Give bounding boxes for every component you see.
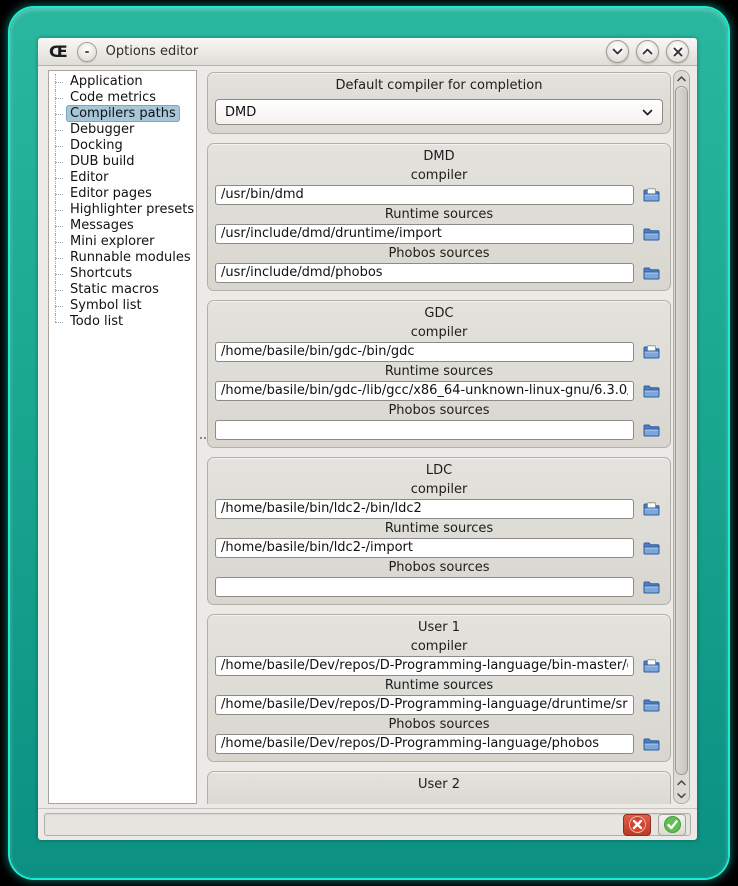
sidebar-item-editor[interactable]: Editor xyxy=(49,170,196,186)
path-input[interactable] xyxy=(215,734,634,754)
group-body xyxy=(215,324,663,440)
path-input[interactable] xyxy=(215,577,634,597)
field-label: Runtime sources xyxy=(384,678,494,693)
sidebar-item-messages[interactable]: Messages xyxy=(49,218,196,234)
compiler-group-gdc xyxy=(207,300,671,448)
group-title: User 1 xyxy=(417,620,461,635)
path-input[interactable] xyxy=(215,263,634,283)
sidebar-item-runnable-modules[interactable]: Runnable modules xyxy=(49,250,196,266)
open-folder-button[interactable] xyxy=(639,224,663,244)
default-compiler-group xyxy=(207,72,671,134)
compiler-group-dmd xyxy=(207,143,671,291)
scroll-down-button[interactable] xyxy=(674,789,689,802)
path-input[interactable] xyxy=(215,499,634,519)
window-controls xyxy=(606,40,689,63)
vertical-scrollbar[interactable] xyxy=(673,70,690,804)
open-file-button[interactable] xyxy=(639,185,663,205)
group-title: Default compiler for completion xyxy=(335,78,543,93)
accept-button[interactable] xyxy=(658,814,686,836)
sidebar-item-dub-build[interactable]: DUB build xyxy=(49,154,196,170)
field-label: compiler xyxy=(410,639,468,654)
statusbar xyxy=(38,808,697,840)
chevron-up-icon xyxy=(677,780,686,786)
folder-icon xyxy=(643,737,660,751)
compilers-scroll-area xyxy=(207,70,671,804)
sidebar-item-symbol-list[interactable]: Symbol list xyxy=(49,298,196,314)
cancel-button[interactable] xyxy=(623,814,651,836)
sidebar-item-docking[interactable]: Docking xyxy=(49,138,196,154)
category-sidebar xyxy=(48,70,197,804)
path-input[interactable] xyxy=(215,695,634,715)
sidebar-list xyxy=(49,74,196,330)
open-folder-button[interactable] xyxy=(639,577,663,597)
chevron-up-icon xyxy=(677,76,686,82)
default-compiler-select[interactable] xyxy=(215,99,663,125)
main-panel xyxy=(207,70,690,804)
options-editor-window xyxy=(38,38,697,840)
open-folder-button[interactable] xyxy=(639,538,663,558)
sidebar-item-compilers-paths[interactable]: Compilers paths xyxy=(49,106,196,122)
chevron-down-icon xyxy=(677,793,686,799)
sidebar-item-static-macros[interactable]: Static macros xyxy=(49,282,196,298)
titlebar-menu-button[interactable] xyxy=(77,42,97,62)
window-title: Options editor xyxy=(105,44,199,59)
field-label: Runtime sources xyxy=(384,207,494,222)
window-frame xyxy=(10,8,728,878)
group-title: LDC xyxy=(425,463,453,478)
minimize-button[interactable] xyxy=(606,40,629,63)
path-input[interactable] xyxy=(215,224,634,244)
dialog-body xyxy=(38,66,697,808)
folder-icon xyxy=(643,541,660,555)
group-title: DMD xyxy=(423,149,455,164)
path-input[interactable] xyxy=(215,185,634,205)
scrollbar-thumb[interactable] xyxy=(675,86,688,775)
field-label: Phobos sources xyxy=(388,560,490,575)
folder-icon xyxy=(643,384,660,398)
group-body xyxy=(215,638,663,754)
field-label: Phobos sources xyxy=(388,403,490,418)
folder-icon xyxy=(643,580,660,594)
group-body xyxy=(215,481,663,597)
splitter-handle[interactable] xyxy=(197,70,207,804)
field-label: Runtime sources xyxy=(384,364,494,379)
open-file-icon xyxy=(643,659,660,673)
field-label: Phobos sources xyxy=(388,717,490,732)
combo-value: DMD xyxy=(225,104,257,120)
groups-container xyxy=(207,143,671,804)
titlebar[interactable] xyxy=(38,38,697,66)
group-title: GDC xyxy=(424,306,454,321)
field-label: Phobos sources xyxy=(388,246,490,261)
accept-circle-check-icon xyxy=(663,815,682,834)
cancel-circle-x-icon xyxy=(628,815,647,834)
field-label: compiler xyxy=(410,325,468,340)
open-file-icon xyxy=(643,345,660,359)
field-label: compiler xyxy=(410,482,468,497)
sidebar-item-highlighter-presets[interactable]: Highlighter presets xyxy=(49,202,196,218)
path-input[interactable] xyxy=(215,381,634,401)
folder-icon xyxy=(643,423,660,437)
chevron-down-icon xyxy=(612,48,623,55)
open-file-button[interactable] xyxy=(639,656,663,676)
sidebar-item-debugger[interactable]: Debugger xyxy=(49,122,196,138)
open-file-button[interactable] xyxy=(639,499,663,519)
open-file-button[interactable] xyxy=(639,342,663,362)
sidebar-item-todo-list[interactable]: Todo list xyxy=(49,314,196,330)
folder-icon xyxy=(643,227,660,241)
sidebar-item-mini-explorer[interactable]: Mini explorer xyxy=(49,234,196,250)
open-file-icon xyxy=(643,188,660,202)
field-label: compiler xyxy=(410,168,468,183)
compiler-group-ldc xyxy=(207,457,671,605)
close-icon xyxy=(673,47,683,57)
open-folder-button[interactable] xyxy=(639,381,663,401)
open-folder-button[interactable] xyxy=(639,734,663,754)
chevron-down-icon xyxy=(642,109,653,116)
maximize-button[interactable] xyxy=(636,40,659,63)
compiler-group-user-2 xyxy=(207,771,671,804)
chevron-up-icon xyxy=(642,48,653,55)
group-body xyxy=(215,167,663,283)
app-logo-icon: Œ xyxy=(49,41,68,61)
sidebar-item-code-metrics[interactable]: Code metrics xyxy=(49,90,196,106)
folder-icon xyxy=(643,698,660,712)
folder-icon xyxy=(643,266,660,280)
path-input[interactable] xyxy=(215,420,634,440)
open-file-icon xyxy=(643,502,660,516)
path-input[interactable] xyxy=(215,538,634,558)
field-label: Runtime sources xyxy=(384,521,494,536)
sidebar-item-editor-pages[interactable]: Editor pages xyxy=(49,186,196,202)
close-button[interactable] xyxy=(666,40,689,63)
group-title: User 2 xyxy=(417,777,461,792)
open-folder-button[interactable] xyxy=(639,420,663,440)
open-folder-button[interactable] xyxy=(639,263,663,283)
path-input[interactable] xyxy=(215,656,634,676)
open-folder-button[interactable] xyxy=(639,695,663,715)
path-input[interactable] xyxy=(215,342,634,362)
statusbar-panel xyxy=(44,813,691,836)
scroll-up-button[interactable] xyxy=(674,72,689,85)
sidebar-item-application[interactable]: Application xyxy=(49,74,196,90)
compiler-group-user-1 xyxy=(207,614,671,762)
sidebar-item-shortcuts[interactable]: Shortcuts xyxy=(49,266,196,282)
scroll-up-button-bottom[interactable] xyxy=(674,776,689,789)
